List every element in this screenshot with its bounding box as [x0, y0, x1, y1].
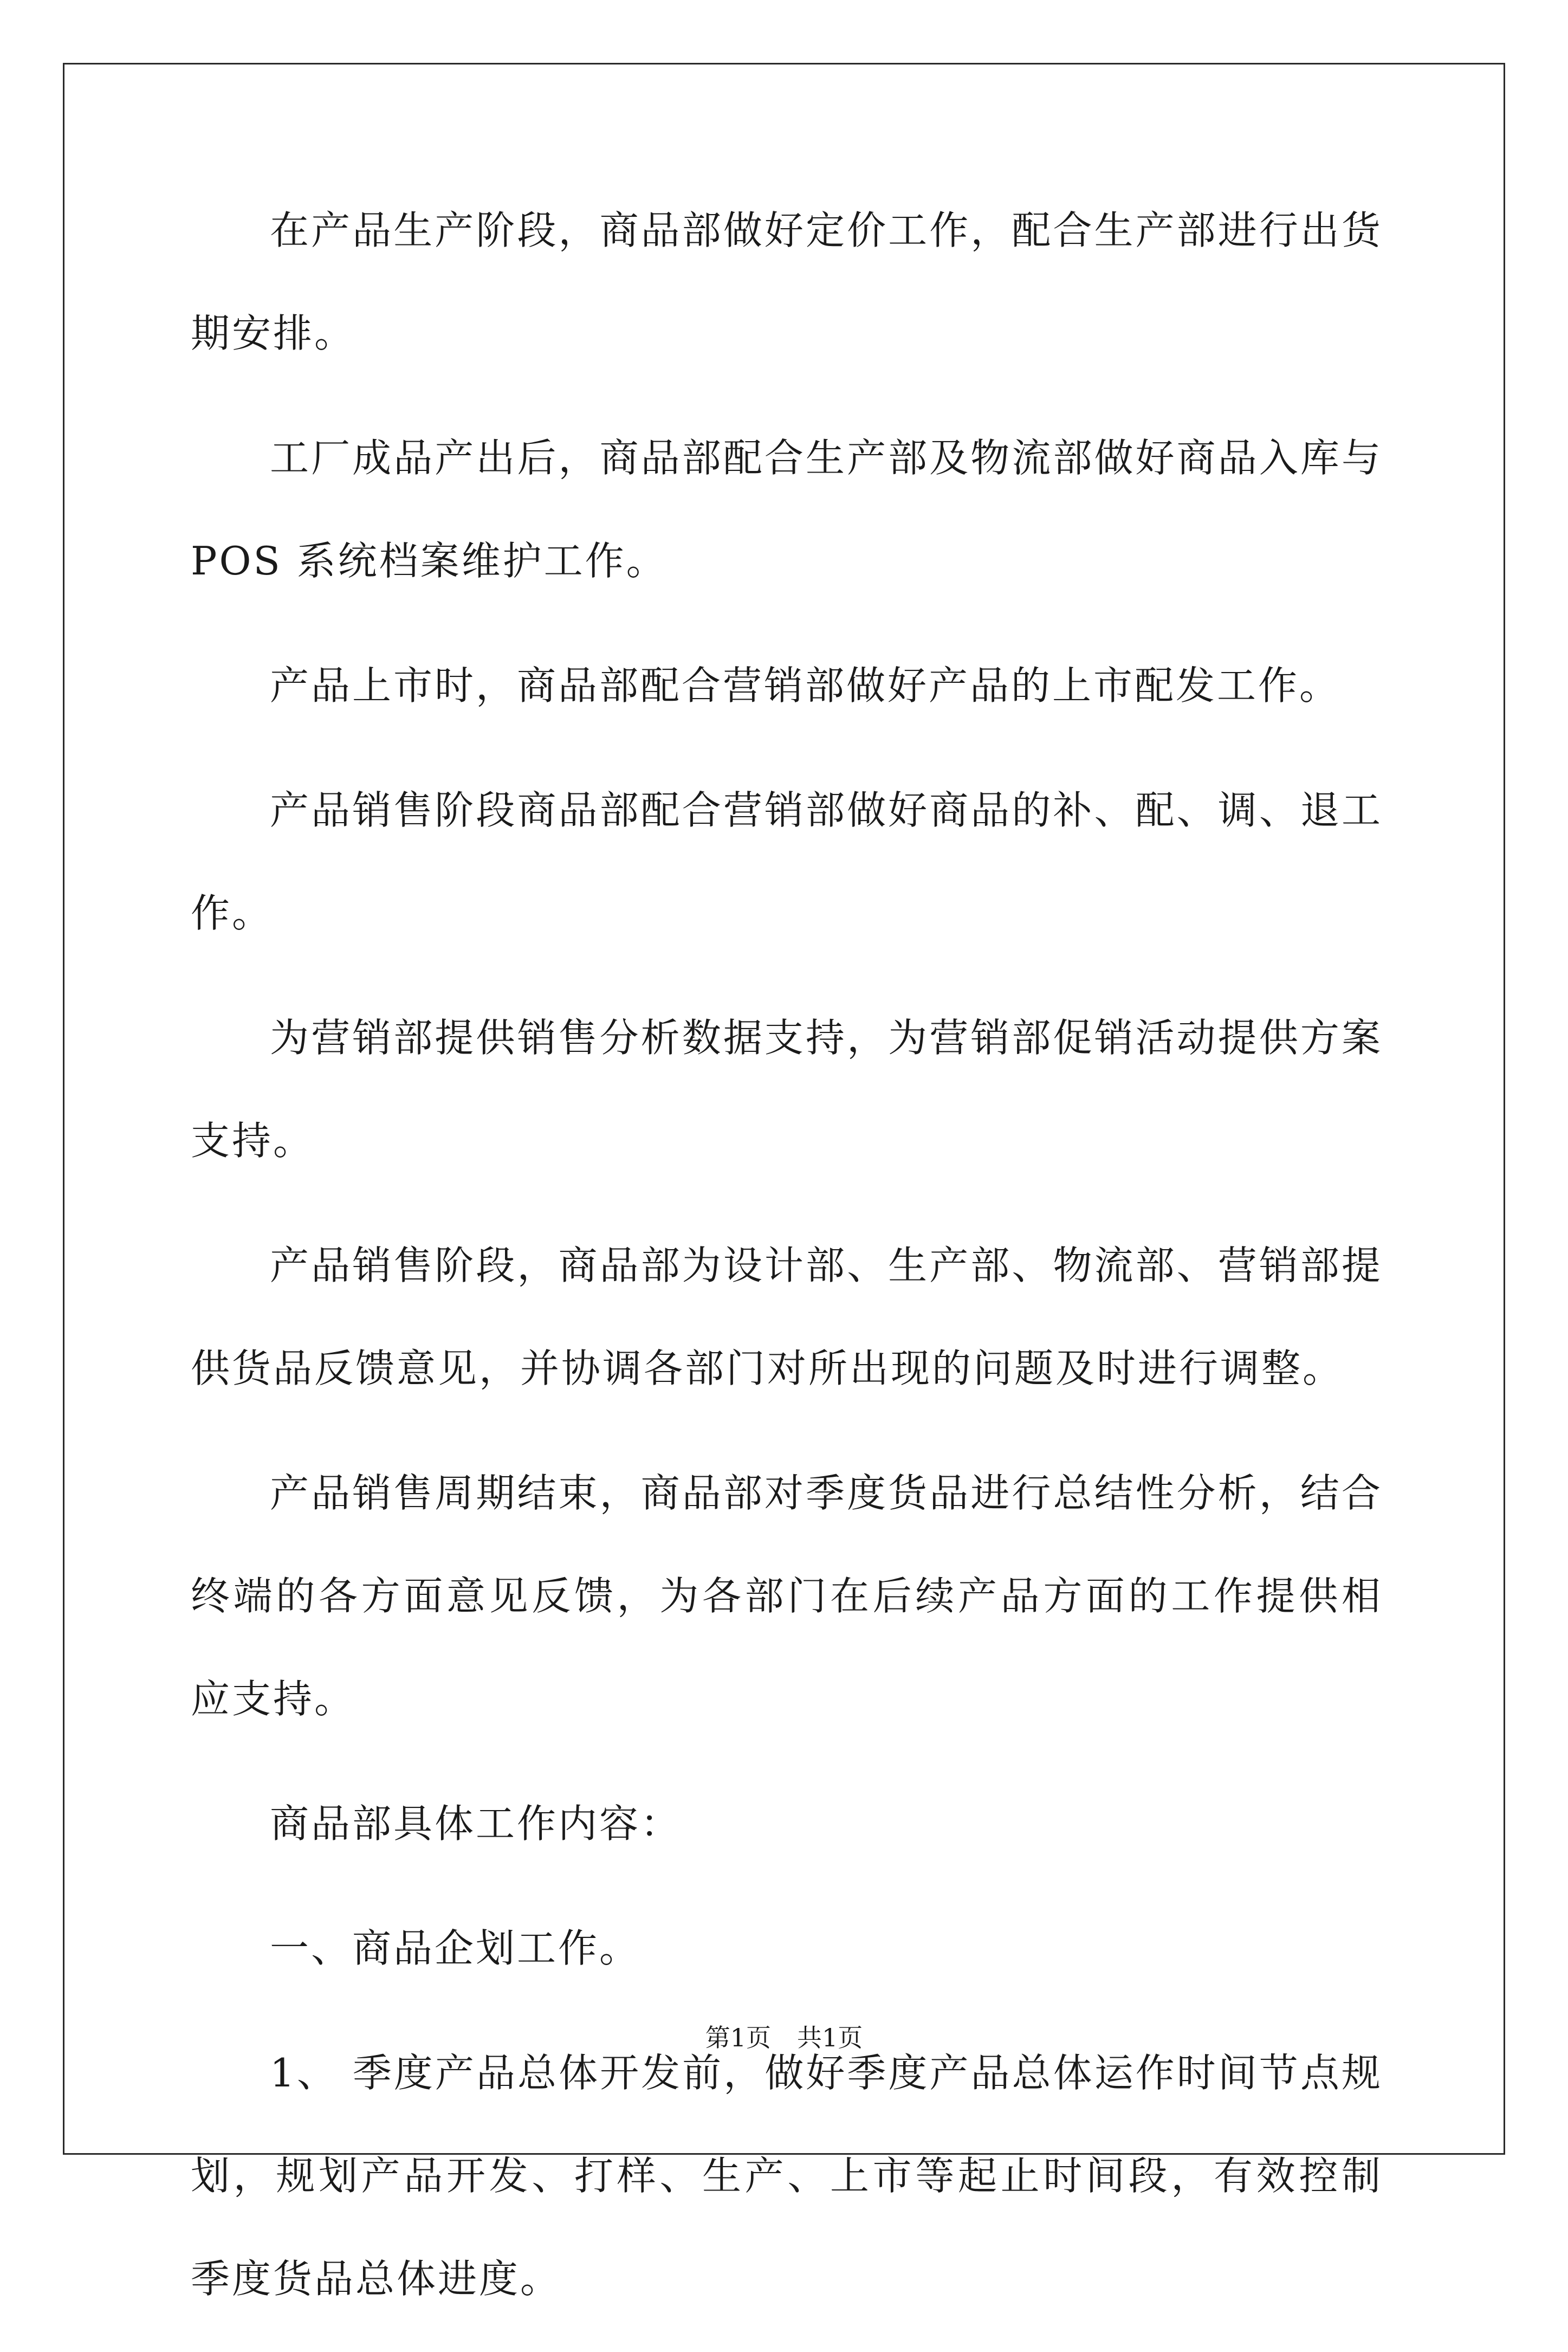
- total-pages: 共1页: [797, 2023, 863, 2052]
- paragraph: 为营销部提供销售分析数据支持，为营销部促销活动提供方案支持。: [191, 1015, 1383, 1164]
- paragraph: 在产品生产阶段，商品部做好定价工作，配合生产部进行出货期安排。: [191, 208, 1383, 356]
- paragraph: 产品上市时，商品部配合营销部做好产品的上市配发工作。: [270, 663, 1341, 708]
- page-footer: [0, 2021, 1568, 2054]
- list-item: 1、 季度产品总体开发前，做好季度产品总体运作时间节点规划，规划产品开发、打样、生产、上市等起止时间段，有效控制季度货品总体进度。: [191, 2050, 1383, 2302]
- paragraph: 工厂成品产出后，商品部配合生产部及物流部做好商品入库与POS 系统档案维护工作。: [191, 435, 1383, 584]
- paragraph: 产品销售阶段商品部配合营销部做好商品的补、配、调、退工作。: [191, 787, 1383, 936]
- paragraph: 产品销售周期结束，商品部对季度货品进行总结性分析，结合终端的各方面意见反馈，为各部门在后续产品方面的工作提供相应支持。: [191, 1470, 1383, 1722]
- section-heading: 一、商品企划工作。: [270, 1925, 641, 1971]
- section-intro: 商品部具体工作内容：: [270, 1801, 682, 1846]
- page-number: 第1页: [705, 2023, 771, 2052]
- paragraph: 产品销售阶段，商品部为设计部、生产部、物流部、营销部提供货品反馈意见，并协调各部门对所出现的问题及时进行调整。: [191, 1243, 1383, 1391]
